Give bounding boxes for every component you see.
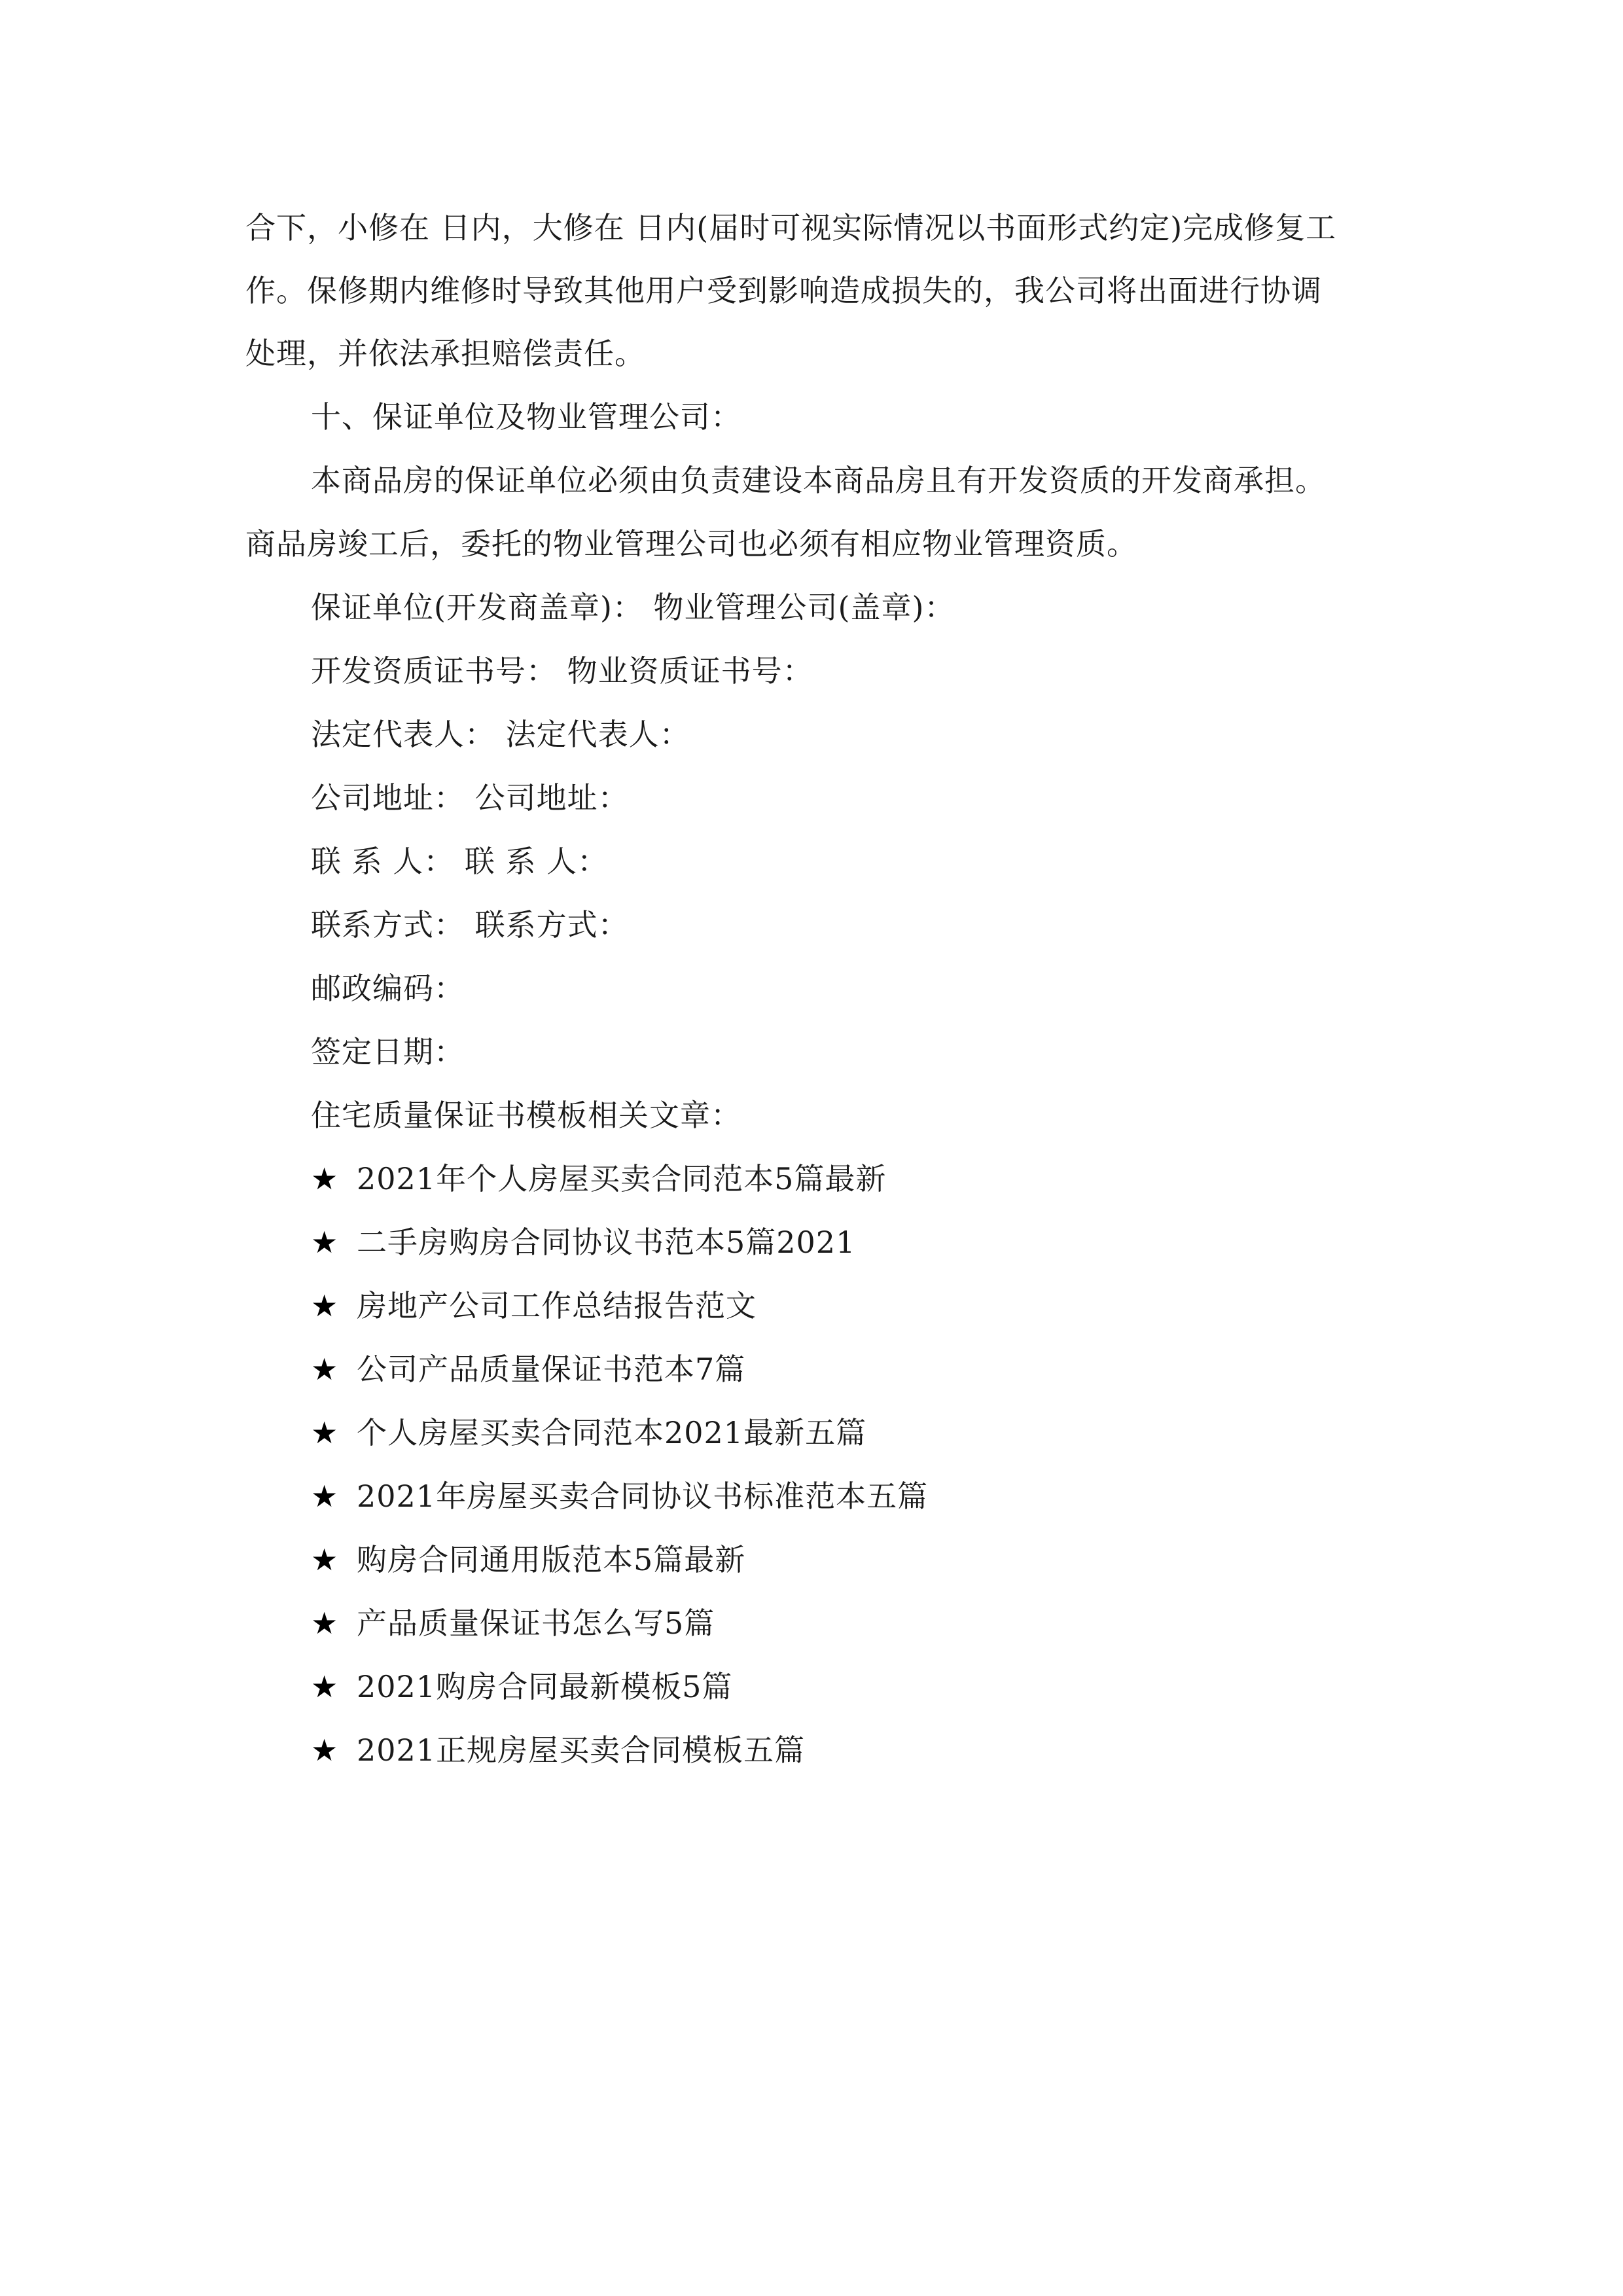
paragraph-line: 作。保修期内维修时导致其他用户受到影响造成损失的，我公司将出面进行协调 (245, 273, 1322, 308)
star-icon: ★ (311, 1542, 339, 1577)
signature-field: 法定代表人： 法定代表人： (311, 717, 690, 752)
article-title: 二手房购房合同协议书范本5篇2021 (357, 1225, 856, 1260)
star-icon: ★ (311, 1732, 339, 1768)
article-title: 购房合同通用版范本5篇最新 (357, 1542, 746, 1577)
signature-field: 开发资质证书号： 物业资质证书号： (311, 653, 813, 689)
section-heading: 十、保证单位及物业管理公司： (311, 399, 741, 435)
star-icon: ★ (311, 1479, 339, 1514)
article-title: 个人房屋买卖合同范本2021最新五篇 (357, 1415, 867, 1450)
related-article-link[interactable] (311, 1350, 745, 1389)
star-icon: ★ (311, 1352, 339, 1387)
related-article-link[interactable] (311, 1667, 732, 1706)
star-icon: ★ (311, 1415, 339, 1450)
signature-field: 保证单位(开发商盖章)： 物业管理公司(盖章)： (311, 590, 955, 625)
related-article-link[interactable] (311, 1540, 745, 1579)
signature-field: 联系方式： 联系方式： (311, 907, 629, 942)
paragraph-line: 商品房竣工后，委托的物业管理公司也必须有相应物业管理资质。 (245, 526, 1137, 562)
paragraph-line: 本商品房的保证单位必须由负责建设本商品房且有开发资质的开发商承担。 (311, 463, 1326, 498)
signature-field: 邮政编码： (311, 971, 465, 1006)
related-article-link[interactable] (311, 1223, 855, 1262)
related-article-link[interactable] (311, 1604, 715, 1643)
signature-field: 联 系 人： 联 系 人： (311, 844, 609, 879)
article-title: 2021年房屋买卖合同协议书标准范本五篇 (357, 1479, 929, 1514)
star-icon: ★ (311, 1288, 339, 1323)
signature-field: 公司地址： 公司地址： (311, 780, 629, 816)
star-icon: ★ (311, 1161, 339, 1196)
related-article-link[interactable] (311, 1413, 866, 1452)
article-title: 房地产公司工作总结报告范文 (357, 1288, 757, 1323)
star-icon: ★ (311, 1225, 339, 1260)
related-article-link[interactable] (311, 1159, 886, 1198)
related-article-link[interactable] (311, 1286, 757, 1325)
star-icon: ★ (311, 1669, 339, 1704)
article-title: 2021正规房屋买卖合同模板五篇 (357, 1732, 806, 1768)
paragraph-line: 处理，并依法承担赔偿责任。 (245, 336, 645, 371)
article-title: 公司产品质量保证书范本7篇 (357, 1352, 746, 1387)
star-icon: ★ (311, 1605, 339, 1641)
article-title: 产品质量保证书怎么写5篇 (357, 1605, 715, 1641)
paragraph-line: 合下，小修在 日内，大修在 日内(届时可视实际情况以书面形式约定)完成修复工 (245, 210, 1337, 245)
article-title: 2021购房合同最新模板5篇 (357, 1669, 733, 1704)
related-article-link[interactable] (311, 1731, 805, 1770)
signature-field: 签定日期： (311, 1034, 465, 1069)
article-title: 2021年个人房屋买卖合同范本5篇最新 (357, 1161, 887, 1196)
related-articles-heading: 住宅质量保证书模板相关文章： (311, 1098, 741, 1133)
related-article-link[interactable] (311, 1477, 928, 1516)
